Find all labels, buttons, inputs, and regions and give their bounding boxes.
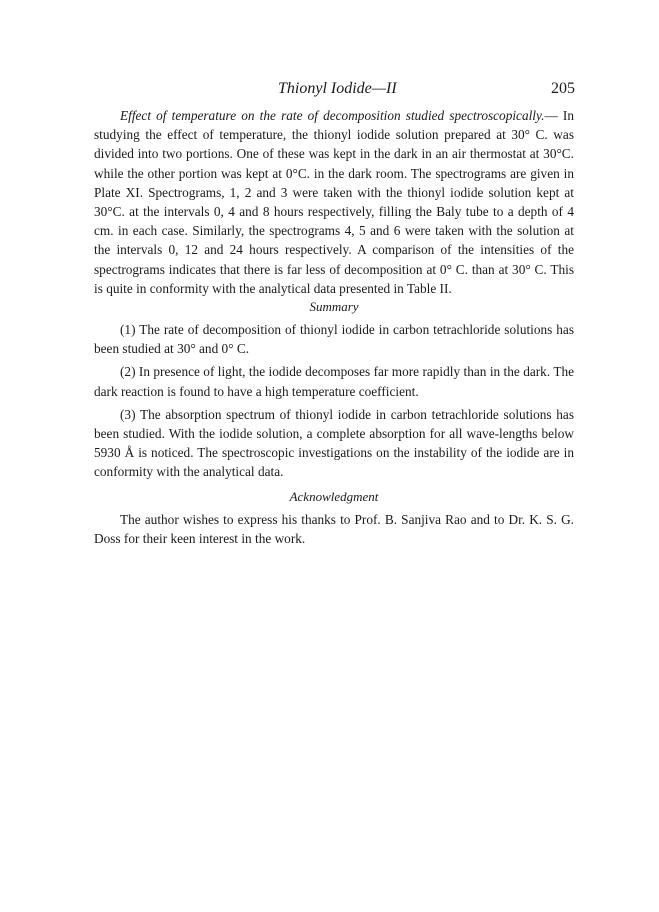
summary-heading: Summary: [309, 299, 359, 315]
running-head: [0, 80, 659, 102]
summary-item-3: (3) The absorption spectrum of thionyl iodide in carbon tetrachloride solutions has been studied. With the iodide solution, a complete absorption for all wave-lengths below 5930 Å is noticed. The spectroscopic investigations on the instability of the iodide are in conformity with the analytical data.: [94, 406, 574, 480]
acknowledgment-heading: Acknowledgment: [289, 488, 379, 504]
acknowledgment-text: The author wishes to express his thanks to Prof. B. Sanjiva Rao and to Dr. K. S. G. Doss for their keen interest in the work.: [94, 511, 574, 546]
running-title: Thionyl Iodide—II: [278, 80, 397, 97]
page-number: 205: [551, 80, 575, 97]
summary-item-2: (2) In presence of light, the iodide decomposes far more rapidly than in the dark. The dark reaction is found to have a high temperature coefficient.: [94, 364, 574, 399]
summary-item-1: (1) The rate of decomposition of thionyl iodide in carbon tetrachloride solutions has been studied at 30° and 0° C.: [94, 322, 574, 357]
article-body: [94, 106, 574, 548]
lead-dash: —: [544, 108, 558, 123]
section-lead-title: Effect of temperature on the rate of decomposition studied spectroscopically.: [120, 108, 545, 123]
effect-paragraph: [94, 106, 574, 298]
effect-paragraph-text: In studying the effect of temperature, the thionyl iodide solution prepared at 30° C. was divided into two portions. One of these was kept in the dark in an air thermostat at 30°C. while the other portion was kept at 0°C. in the dark room. The spectrograms are given in Plate XI. Spectrograms, 1, 2 and 3 were taken with the thionyl iodide solution kept at 30°C. at the intervals 0, 4 and 8 hours respectively, filling the Baly tube to a depth of 4 cm. in each case. Similarly, the spectrograms 4, 5 and 6 were taken with the solution at the intervals 0, 12 and 24 hours respectively. A comparison of the intensities of the spectrograms indicates that there is far less of decomposition at 0° C. than at 30° C. This is quite in conformity with the analytical data presented in Table II.: [94, 108, 574, 296]
